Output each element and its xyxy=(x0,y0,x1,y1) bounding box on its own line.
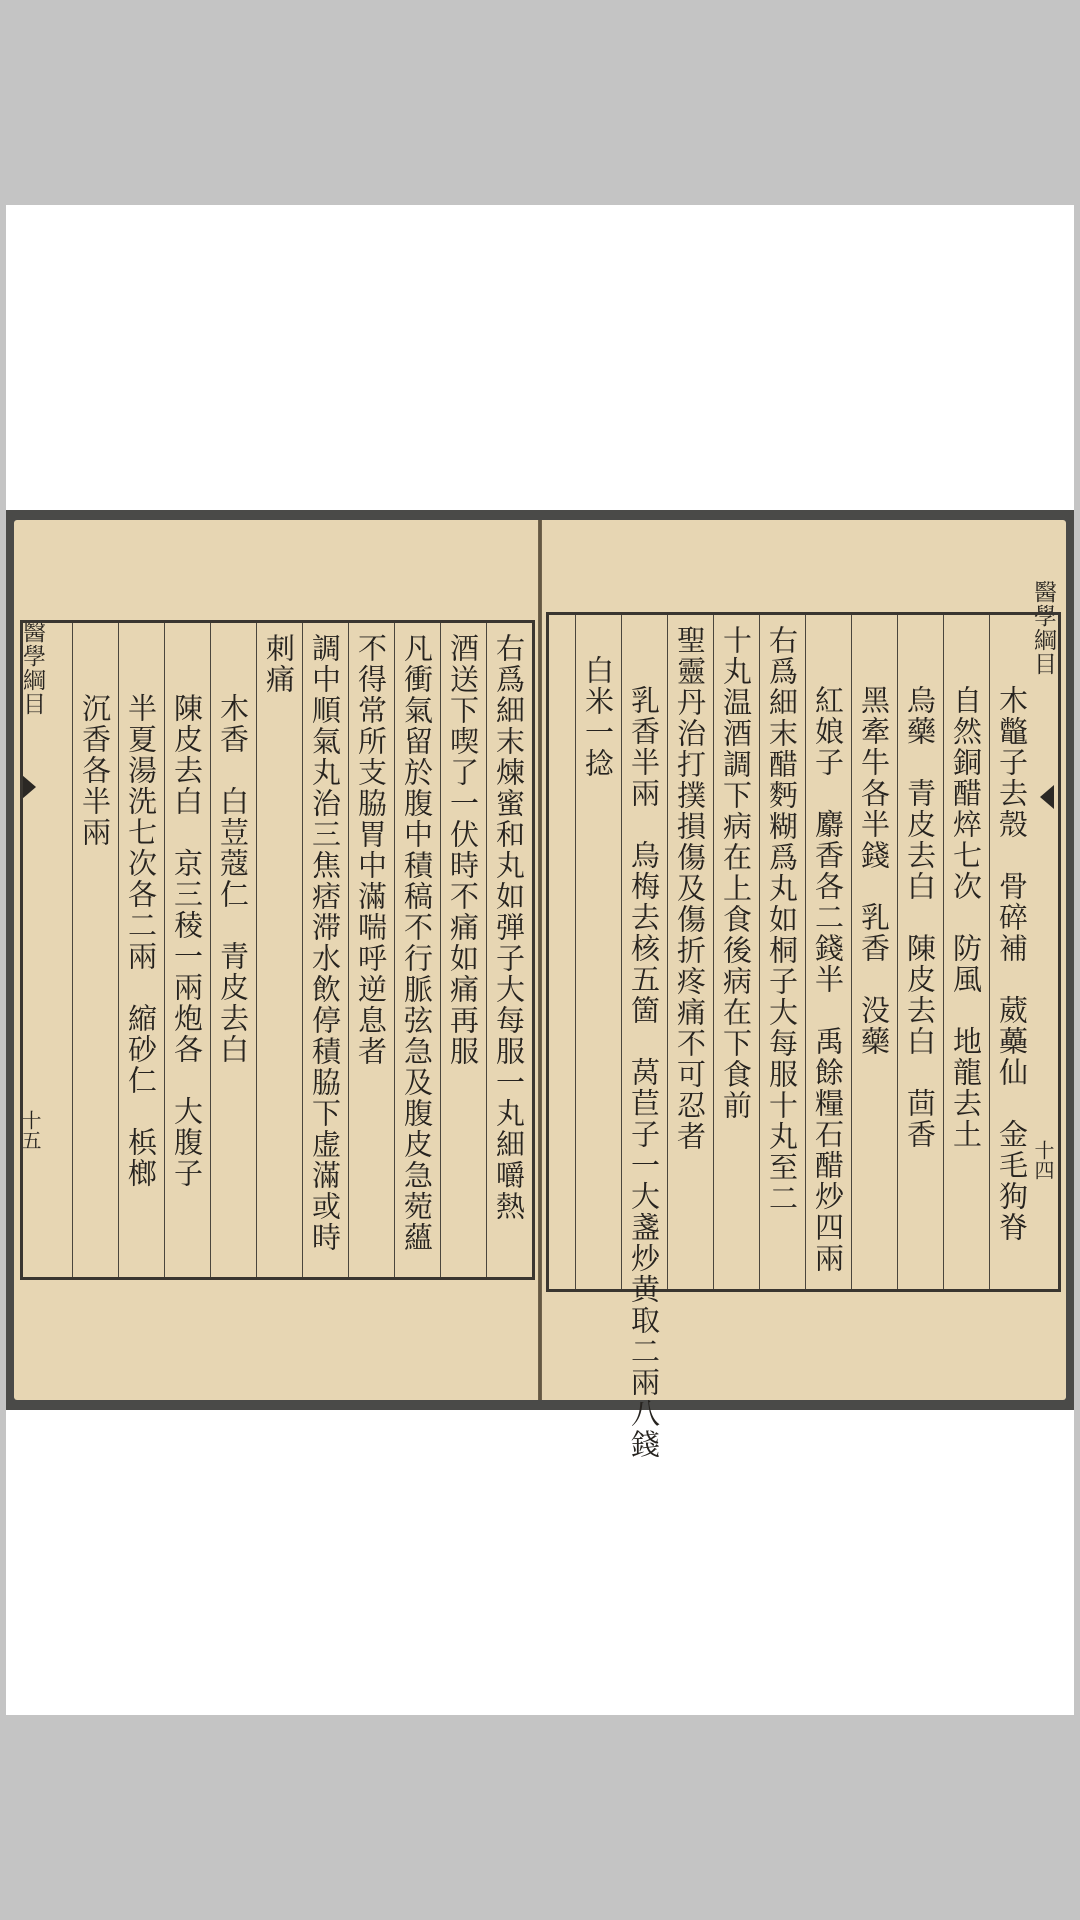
text-column: 木鼈子去殼 骨碎補 葳蘽仙 金毛狗脊 xyxy=(989,615,1035,1289)
text-column: 紅娘子 麝香各二錢半 禹餘糧石醋炒四兩 xyxy=(805,615,851,1289)
text-column: 乳香半兩 烏梅去核五箇 莴苣子一大盞炒黄取二兩八錢 xyxy=(621,615,667,1289)
right-text-block xyxy=(546,612,1061,1460)
text-column: 酒送下喫了一伏時不痛如痛再服 xyxy=(440,623,486,1277)
left-page-header: 醫學綱目 xyxy=(19,620,45,716)
text-column: 調中順氣丸治三焦痞滞水飲停積脇下虚滿或時 xyxy=(302,623,348,1277)
right-page xyxy=(542,520,1066,1460)
text-column: 不得常所支脇胃中滿喘呼逆息者 xyxy=(348,623,394,1277)
left-text-block xyxy=(20,620,535,1280)
book-spread xyxy=(6,510,1074,1460)
text-column: 右爲細末醋麪糊爲丸如桐子大每服十丸至二 xyxy=(759,615,805,1289)
text-column: 白米一捻 xyxy=(575,615,621,1289)
text-column: 黑牽牛各半錢 乳香 没藥 xyxy=(851,615,897,1289)
text-column: 陳皮去白 京三稜一兩炮各 大腹子 xyxy=(164,623,210,1277)
right-page-header: 醫學綱目 xyxy=(1030,580,1056,676)
left-page-leaf-number: 十五 xyxy=(18,1110,42,1150)
text-column: 聖靈丹治打撲損傷及傷折疼痛不可忍者 xyxy=(667,615,713,1289)
text-column: 右爲細末煉蜜和丸如弾子大每服一丸細嚼熱 xyxy=(486,623,532,1277)
text-column: 半夏湯洗七次各二兩 縮砂仁 梹榔 xyxy=(118,623,164,1277)
text-column: 烏藥 青皮去白 陳皮去白 茴香 xyxy=(897,615,943,1289)
text-column: 木香 白荳蔻仁 青皮去白 xyxy=(210,623,256,1277)
text-column: 凡衝氣留於腹中積稿不行脈弦急及腹皮急菀蘊 xyxy=(394,623,440,1277)
text-column: 十丸温酒調下病在上食後病在下食前 xyxy=(713,615,759,1289)
text-column: 沉香各半兩 xyxy=(72,623,118,1277)
text-column: 刺痛 xyxy=(256,623,302,1277)
left-page xyxy=(14,520,538,1400)
right-page-leaf-number: 十四 xyxy=(1031,1140,1055,1180)
text-column: 自然銅醋焠七次 防風 地龍去土 xyxy=(943,615,989,1289)
